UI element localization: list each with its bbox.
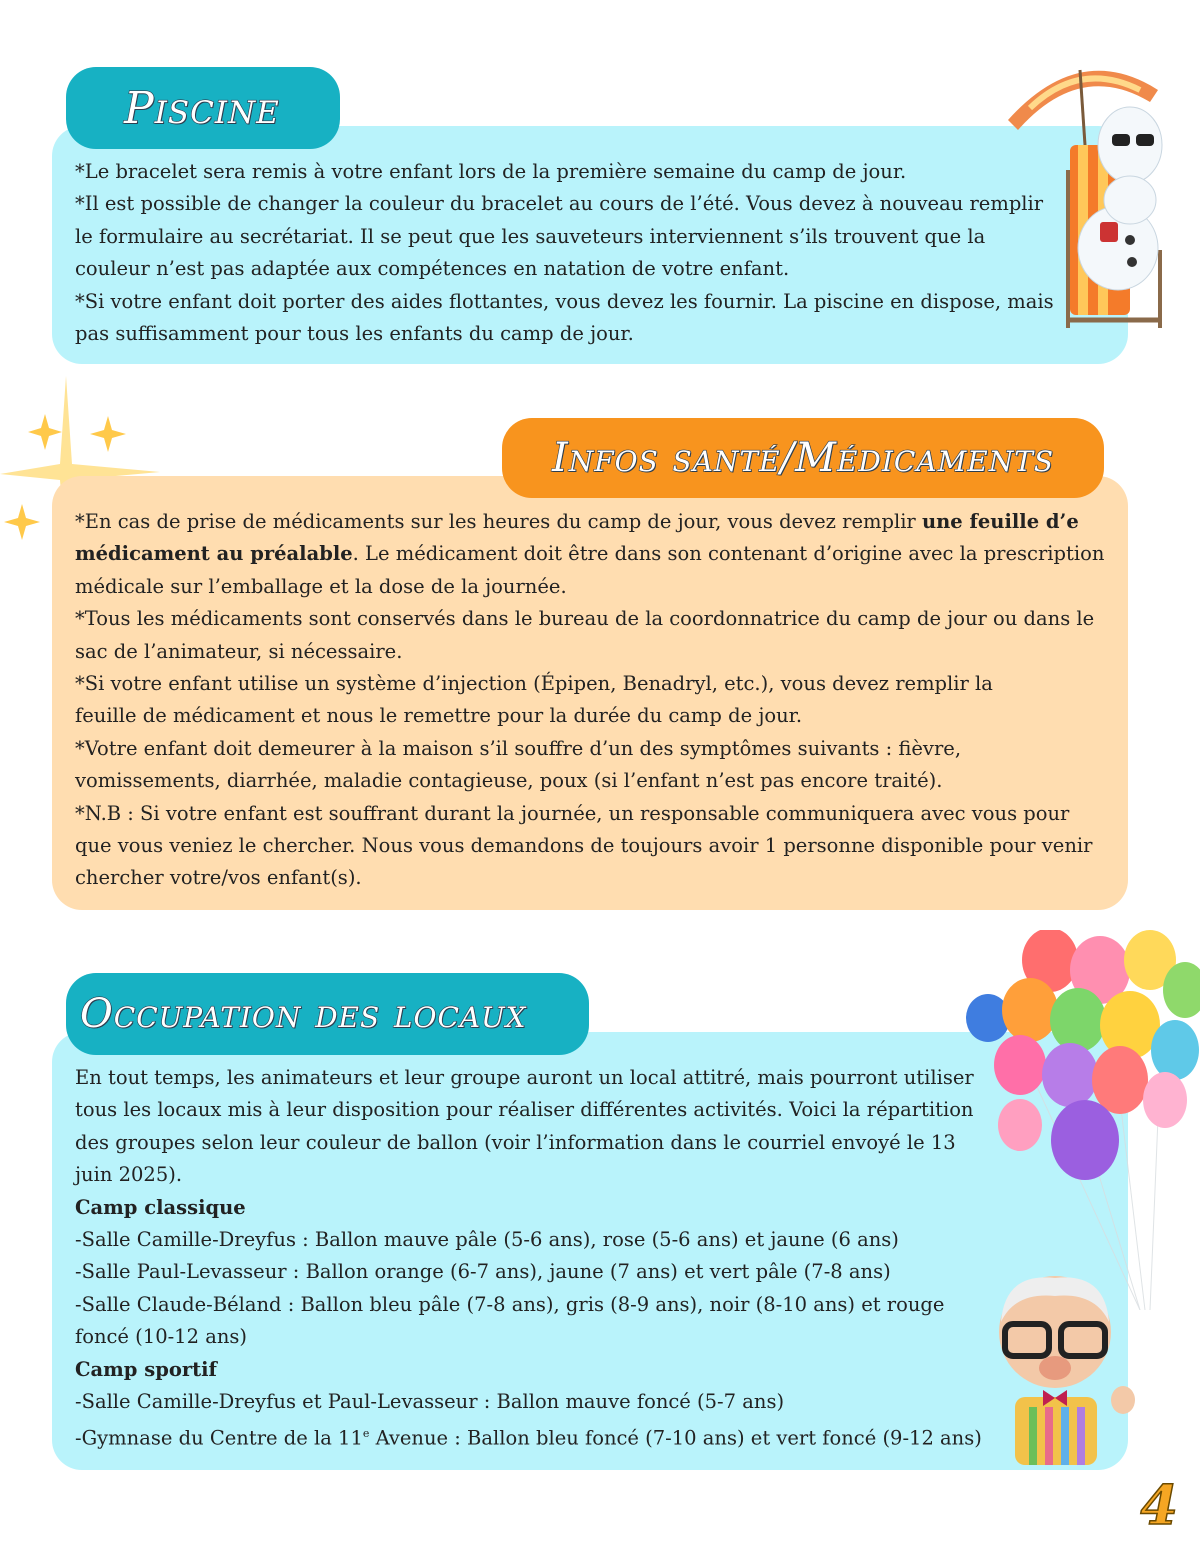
camp-sportif-heading: Camp sportif [75,1357,217,1381]
sante-bold-text: une feuille d’e médicament au préalable [75,510,1079,566]
balloons-illustration [960,930,1200,1310]
piscine-title-tab [66,67,340,149]
camp-classique-heading: Camp classique [75,1195,246,1219]
camp-classique-line: -Salle Camille-Dreyfus : Ballon mauve pâle (5-6 ans), rose (5-6 ans) et jaune (6 ans) [75,1228,899,1252]
sante-text: *En cas de prise de médicaments sur les heures du camp de jour, vous devez remplir [75,510,922,533]
sante-paragraph: *Votre enfant doit demeurer à la maison s’il souffre d’un des symptômes suivants : fièvre, vomissements, diarrhée, maladie contagieuse, poux (si l’enfant n’est pas encore traité). [75,736,962,793]
occupation-title: Occupation des locaux [80,991,527,1037]
sante-body [75,506,1105,895]
sante-paragraph: *Tous les médicaments sont conservés dans le bureau de la coordonnatrice du camp de jour ou dans le sac de l’animateur, si nécessaire. [75,607,1095,663]
piscine-paragraph: *Si votre enfant doit porter des aides flottantes, vous devez les fournir. La piscine en dispose, mais pas suffisamment pour tous les enfants du camp de jour. [75,289,1054,346]
piscine-paragraph: *Il est possible de changer la couleur du bracelet au cours de l’été. Vous devez à nouveau remplir le formulaire au secrétariat. Il se peut que les sauveteurs interviennent s’ils trouvent que la couleur n’est pas adaptée aux compétences en natation de votre enfant. [75,192,1044,281]
piscine-paragraph: *Le bracelet sera remis à votre enfant lors de la première semaine du camp de jour. [75,160,907,183]
superscript: e [362,1427,370,1441]
camp-sportif-line [75,1418,1035,1455]
snowman-beach-chair-illustration [1000,50,1190,335]
sportif-text: Avenue : Ballon bleu foncé (7-10 ans) et vert foncé (9-12 ans) [369,1426,982,1450]
camp-sportif-line: -Salle Camille-Dreyfus et Paul-Levasseur : Ballon mauve foncé (5-7 ans) [75,1390,785,1414]
occupation-intro: En tout temps, les animateurs et leur groupe auront un local attitré, mais pourront utiliser tous les locaux mis à leur disposition pour réaliser différentes activités. Voici la répartition des groupes selon leur couleur de ballon (voir l’information dans le courriel envoyé le 13 juin 2025). [75,1066,974,1187]
sante-paragraph: *Si votre enfant utilise un système d’injection (Épipen, Benadryl, etc.), vous devez remplir la feuille de médicament et nous le remettre pour la durée du camp de jour. [75,672,993,728]
camp-classique-line: -Salle Claude-Béland : Ballon bleu pâle (7-8 ans), gris (8-9 ans), noir (8-10 ans) et rouge foncé (10-12 ans) [75,1292,945,1349]
sante-text: . Le médicament doit être dans son contenant d’origine avec la prescription médicale sur l’emballage et la dose de la journée. [75,542,1105,598]
occupation-body [75,1062,990,1455]
sante-title: Infos santé/Médicaments [551,435,1055,481]
sante-paragraph: *N.B : Si votre enfant est souffrant durant la journée, un responsable communiquera avec vous pour que vous veniez le chercher. Nous vous demandons de toujours avoir 1 personne disponible pour venir chercher votre/vos enfant(s). [75,801,1093,890]
camp-classique-line: -Salle Paul-Levasseur : Ballon orange (6-7 ans), jaune (7 ans) et vert pâle (7-8 ans) [75,1260,891,1284]
occupation-title-tab [66,973,589,1055]
sportif-text: -Gymnase du Centre de la 11 [75,1426,363,1450]
sante-title-tab [502,418,1104,498]
piscine-body [75,156,1065,350]
sante-paragraph [75,506,1105,603]
piscine-title: Piscine [124,82,280,134]
page-number: 4 [1140,1473,1178,1537]
